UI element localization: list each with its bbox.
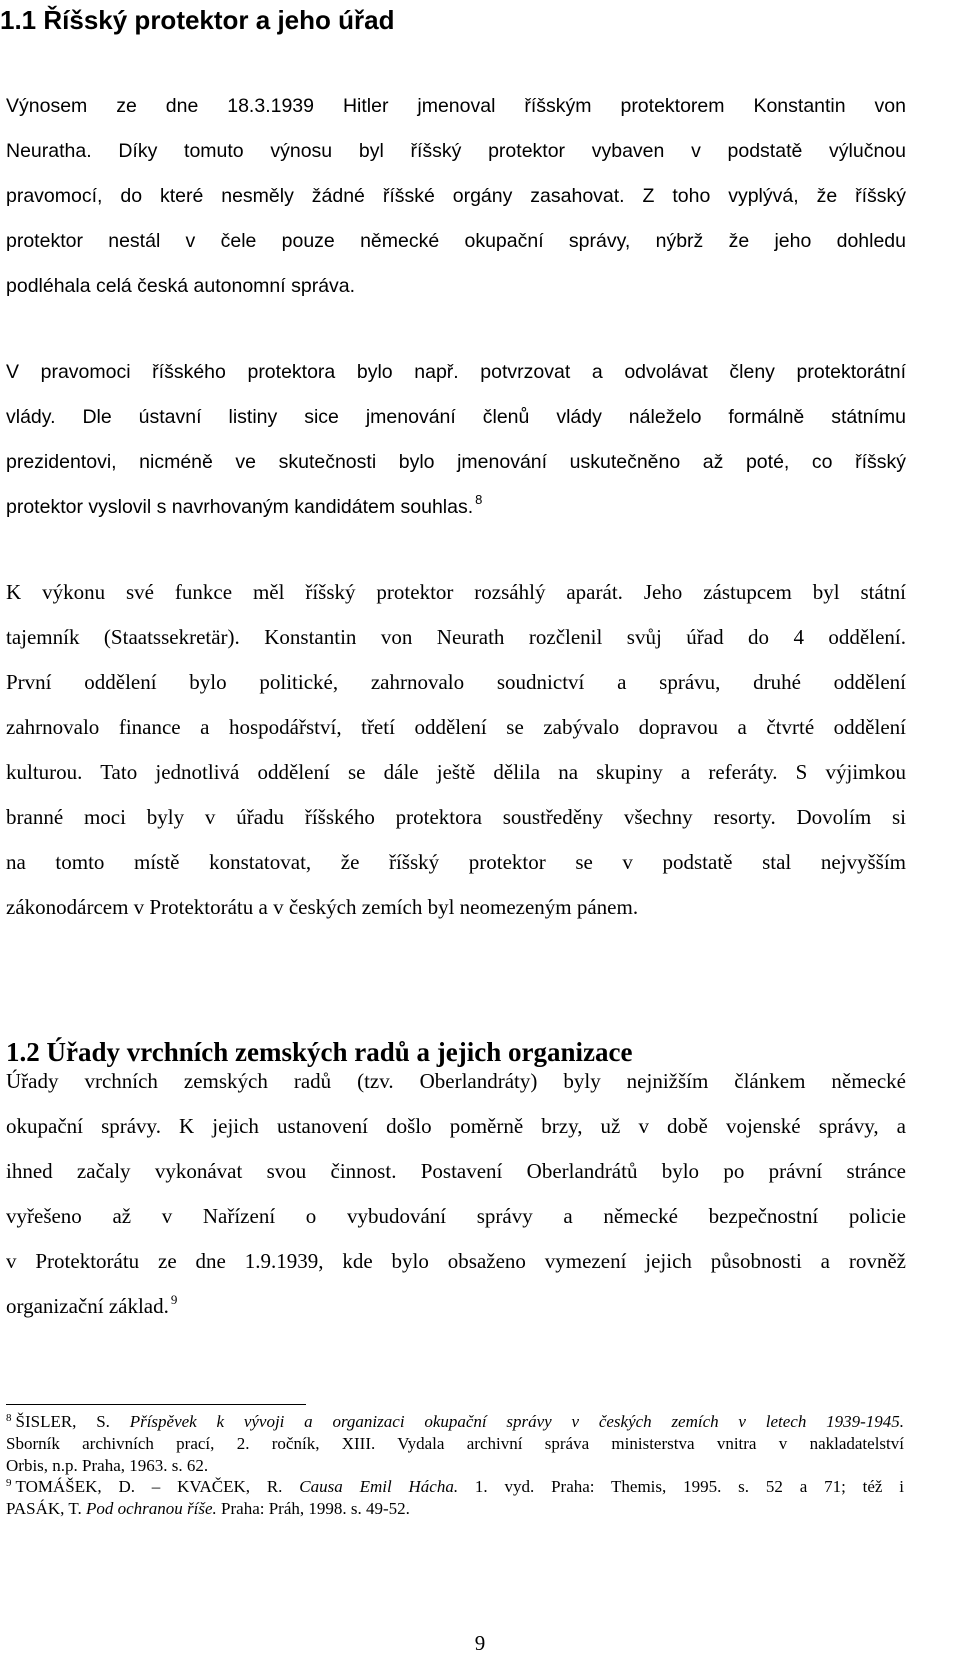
- footnote-author: PASÁK, T.: [6, 1499, 82, 1518]
- text-line-content: organizační základ.: [6, 1294, 169, 1318]
- text-line: ihned začaly vykonávat svou činnost. Postavení Oberlandrátů bylo po právní stránce: [6, 1159, 906, 1183]
- footnote-line: [6, 1411, 904, 1433]
- text-line: pravomocí, do které nesměly žádné říšské orgány zasahovat. Z toho vyplývá, že říšský: [6, 185, 906, 207]
- footnote-number: 8: [6, 1412, 12, 1424]
- paragraph-oberlandrats: [6, 1059, 906, 1329]
- footnote-details: Praha: Práh, 1998. s. 49-52.: [221, 1499, 410, 1518]
- text-line: podléhala celá česká autonomní správa.: [6, 275, 356, 297]
- text-line: okupační správy. K jejich ustanovení došlo poměrně brzy, už v době vojenské správy, a: [6, 1114, 906, 1138]
- footnote-line: Orbis, n.p. Praha, 1963. s. 62.: [6, 1456, 209, 1475]
- section-heading-1-1: 1.1 Říšský protektor a jeho úřad: [0, 5, 395, 35]
- footnote-line: [6, 1476, 904, 1498]
- text-line: zákonodárcem v Protektorátu a v českých zemích byl neomezeným pánem.: [6, 895, 639, 919]
- text-line: K výkonu své funkce měl říšský protektor rozsáhlý aparát. Jeho zástupcem byl státní: [6, 580, 906, 604]
- text-line: vyřešeno až v Nařízení o vybudování správy a německé bezpečnostní policie: [6, 1204, 906, 1228]
- text-line: na tomto místě konstatovat, že říšský protektor se v podstatě stal nejvyšším: [6, 850, 906, 874]
- text-line-content: protektor vyslovil s navrhovaným kandidátem souhlas.: [6, 496, 474, 518]
- footnote-number: 9: [6, 1477, 12, 1489]
- footnote-reference-8[interactable]: 8: [475, 492, 483, 507]
- paragraph-protector-appointment: [6, 84, 906, 309]
- text-line: [6, 485, 906, 530]
- text-line: protektor nestál v čele pouze německé okupační správy, nýbrž že jeho dohledu: [6, 230, 906, 252]
- paragraph-protector-apparatus: [6, 570, 906, 930]
- text-line: kulturou. Tato jednotlivá oddělení se dále ještě dělila na skupiny a referáty. S výjimkou: [6, 760, 906, 784]
- paragraph-protector-powers: [6, 350, 906, 530]
- text-line: Úřady vrchních zemských radů (tzv. Oberlandráty) byly nejnižším článkem německé: [6, 1069, 906, 1093]
- text-line: Neuratha. Díky tomuto výnosu byl říšský protektor vybaven v podstatě výlučnou: [6, 140, 906, 162]
- text-line: V pravomoci říšského protektora bylo např. potvrzovat a odvolávat členy protektorátní: [6, 361, 906, 383]
- section-heading-1-2: 1.2 Úřady vrchních zemských radů a jejich organizace: [6, 1037, 633, 1067]
- footnote-line: [6, 1498, 904, 1520]
- text-line: prezidentovi, nicméně ve skutečnosti bylo jmenování uskutečněno až poté, co říšský: [6, 451, 906, 473]
- footnote-8: [6, 1411, 904, 1477]
- footnote-author: TOMÁŠEK, D. – KVAČEK, R.: [15, 1477, 283, 1496]
- text-line: tajemník (Staatssekretär). Konstantin von Neurath rozčlenil svůj úřad do 4 oddělení.: [6, 625, 906, 649]
- text-line: vlády. Dle ústavní listiny sice jmenování členů vlády náleželo formálně státnímu: [6, 406, 906, 428]
- footnote-line: Sborník archivních prací, 2. ročník, XIII. Vydala archivní správa ministerstva vnitra v nakladatelství: [6, 1434, 904, 1453]
- footnote-separator: [6, 1404, 306, 1405]
- footnote-title: Pod ochranou říše.: [86, 1499, 217, 1518]
- text-line: [6, 1284, 906, 1329]
- footnote-title: Příspěvek k vývoji a organizaci okupační správy v českých zemích v letech 1939-1945.: [129, 1412, 905, 1431]
- footnote-title: Causa Emil Hácha.: [299, 1477, 459, 1496]
- text-line: První oddělení bylo politické, zahrnovalo soudnictví a správu, druhé oddělení: [6, 670, 906, 694]
- footnote-author: ŠISLER, S.: [15, 1412, 110, 1431]
- footnote-details: 1. vyd. Praha: Themis, 1995. s. 52 a 71; též i: [474, 1477, 905, 1496]
- footnote-9: [6, 1476, 904, 1520]
- text-line: v Protektorátu ze dne 1.9.1939, kde bylo obsaženo vymezení jejich působnosti a rovněž: [6, 1249, 906, 1273]
- text-line: branné moci byly v úřadu říšského protektora soustředěny všechny resorty. Dovolím si: [6, 805, 906, 829]
- text-line: Výnosem ze dne 18.3.1939 Hitler jmenoval říšským protektorem Konstantin von: [6, 95, 906, 117]
- text-line: zahrnovalo finance a hospodářství, třetí oddělení se zabývalo dopravou a čtvrté oddělení: [6, 715, 906, 739]
- page-number: 9: [474, 1631, 486, 1655]
- footnote-reference-9[interactable]: 9: [170, 1292, 178, 1307]
